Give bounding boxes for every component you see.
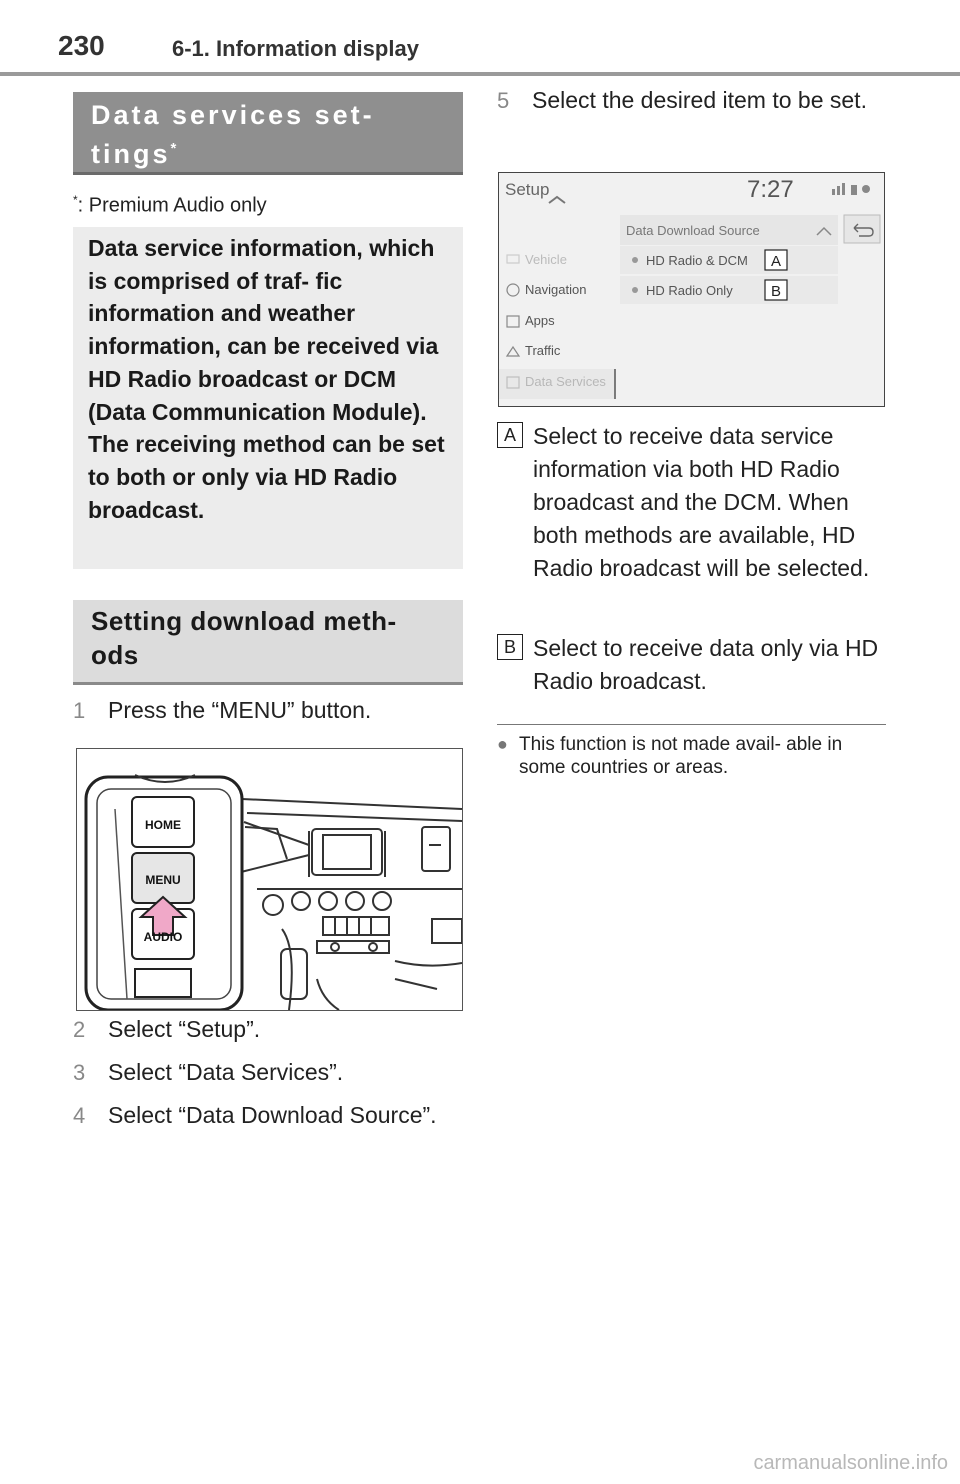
audio-button-label: AUDIO	[143, 930, 183, 944]
panel-title: Data Download Source	[626, 223, 760, 238]
step-3	[73, 1056, 463, 1090]
watermark: carmanualsonline.info	[753, 1452, 948, 1474]
note-divider	[497, 724, 886, 725]
setup-screen-drawing	[499, 173, 884, 406]
step-1	[73, 694, 463, 728]
step-2	[73, 1013, 463, 1047]
info-text: Data service information, which is comprised of traf- fic information and weather information, can be received via HD Radio broadcast or DCM (Data Communication Module). The receiving method can be set to both or only via HD Radio broadcast.	[88, 235, 445, 523]
heading-line-1: Data services set-	[91, 100, 375, 130]
footnote-asterisk: *	[73, 193, 78, 207]
heading2-line-1: Setting download meth-	[91, 606, 397, 636]
step-text: Select “Data Services”.	[108, 1059, 344, 1085]
description-b: Select to receive data only via HD Radio broadcast.	[533, 635, 879, 694]
label-a: A	[497, 422, 523, 448]
step-number: 3	[73, 1060, 86, 1085]
step-number: 2	[73, 1017, 86, 1042]
info-box	[73, 227, 463, 569]
label-b: B	[497, 634, 523, 660]
page-number: 230	[58, 30, 105, 61]
footnote-text: : Premium Audio only	[77, 194, 267, 217]
footnote	[73, 193, 267, 218]
note-bullet: ●	[497, 734, 508, 754]
step-text: Select the desired item to be set.	[532, 87, 867, 113]
step-number: 4	[73, 1103, 86, 1128]
home-button-label: HOME	[145, 818, 181, 832]
description-a: Select to receive data service information via both HD Radio broadcast and the DCM. When both methods are available, HD Radio broadcast will be selected.	[533, 423, 870, 581]
menu-item-traffic: Traffic	[525, 343, 561, 358]
asterisk-mark: *	[170, 140, 177, 157]
menu-item-vehicle: Vehicle	[525, 252, 567, 267]
step-5	[497, 84, 887, 152]
screen-title: Setup	[505, 180, 550, 199]
step-text: Press the “MENU” button.	[108, 697, 372, 723]
callout-b: B	[770, 283, 782, 300]
header-divider	[0, 72, 960, 76]
section-title: 6-1. Information display	[172, 36, 419, 61]
step-4	[73, 1099, 463, 1167]
step-text: Select “Setup”.	[108, 1016, 261, 1042]
menu-button-label: MENU	[145, 873, 181, 887]
note-text: This function is not made avail- able in some countries or areas.	[519, 734, 843, 778]
menu-item-apps: Apps	[525, 313, 555, 328]
option-hd-radio-only: HD Radio Only	[646, 283, 733, 298]
download-methods-heading	[73, 600, 463, 685]
menu-item-navigation: Navigation	[525, 282, 587, 297]
step-number: 5	[497, 88, 510, 113]
dashboard-drawing	[77, 749, 462, 1010]
heading-line-2: tings	[91, 139, 171, 169]
dashboard-illustration	[76, 748, 463, 1011]
data-services-heading	[73, 92, 463, 175]
clock: 7:27	[747, 176, 794, 203]
setup-screen-figure	[498, 172, 885, 407]
step-number: 1	[73, 698, 86, 723]
heading2-line-2: ods	[91, 640, 139, 670]
option-hd-radio-dcm: HD Radio & DCM	[646, 253, 748, 268]
step-text: Select “Data Download Source”.	[108, 1102, 437, 1128]
callout-a: A	[770, 253, 782, 270]
